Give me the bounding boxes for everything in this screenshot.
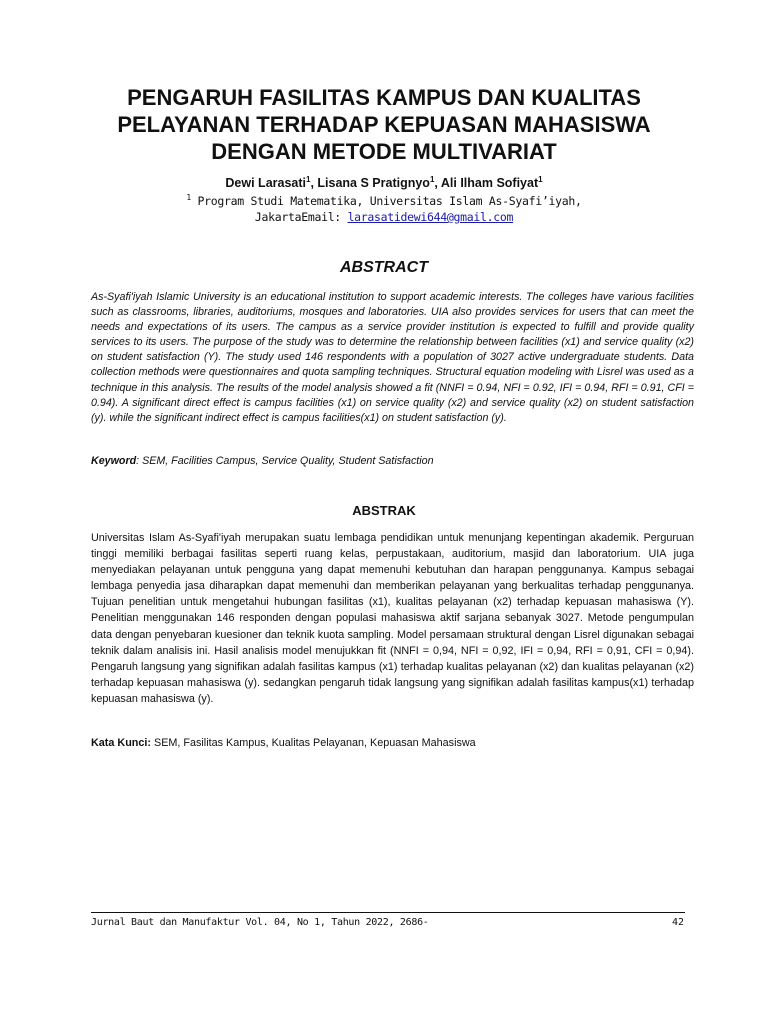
- footer-divider: [91, 912, 685, 913]
- page-number: 42: [671, 917, 684, 928]
- abstrak-heading: ABSTRAK: [352, 503, 416, 518]
- kata-kunci-list: SEM, Fasilitas Kampus, Kualitas Pelayanan, Kepuasan Mahasiswa: [151, 737, 476, 749]
- affiliation-email-label: JakartaEmail:: [254, 210, 348, 224]
- abstrak-body: Universitas Islam As-Syafi'iyah merupakan suatu lembaga pendidikan untuk menunjang kepentingan akademik. Perguruan tinggi memiliki berbagai fasilitas seperti ruang kelas, perpustakaan, auditorium, masjid dan laboratorium. UIA juga menyediakan pelayanan untuk pengguna yang dapat memenuhi kebutuhan dan harapan penggunanya. Kampus sebagai lembaga penyedia jasa diharapkan dapat memenuhi dan memberikan pelayanan yang berkualitas terhadap penggunanya. Tujuan penelitian untuk mengetahui hubungan fasilitas (x1), kualitas pelayanan (x2) terhadap kepuasan mahasiswa (Y). Penelitian menggunakan 146 responden dengan populasi mahasiswa aktif sarjana sebanyak 3027. Metode pengumpulan data dengan penyebaran kuesioner dan teknik kuota sampling. Model persamaan struktural dengan Lisrel digunakan sebagai teknik dalam analisis ini. Hasil analisis model menujukkan fit (NNFI = 0,94, NFI = 0,92, IFI = 0,94, RFI = 0,91, CFI = 0,94). Pengaruh langsung yang signifikan adalah fasilitas kampus (x1) terhadap kualitas pelayanan (x2) dan kualitas pelayanan (x2) terhadap kepuasan mahasiswa (y). sedangkan pengaruh tidak langsung yang signifikan adalah fasilitas kampus(x1) terhadap kepuasan mahasiswa (y).: [91, 532, 694, 705]
- author-name: Ali Ilham Sofiyat: [440, 176, 539, 190]
- author-affiliation-mark: 1: [538, 174, 543, 184]
- author-email-link[interactable]: larasatidewi644@gmail.com: [347, 210, 514, 224]
- abstract-heading: ABSTRACT: [340, 259, 428, 276]
- author-name: Dewi Larasati: [225, 176, 306, 190]
- title-line-2: PELAYANAN TERHADAP KEPUASAN MAHASISWA: [117, 112, 651, 137]
- title-line-1: PENGARUH FASILITAS KAMPUS DAN KUALITAS: [127, 85, 641, 110]
- paper-title: [60, 84, 708, 165]
- author-name: Lisana S Pratignyo: [317, 176, 430, 190]
- affiliation: [60, 193, 708, 225]
- keyword-label: Keyword: [91, 455, 137, 467]
- abstract-keywords: [91, 454, 694, 469]
- abstrak-keywords: [91, 736, 694, 751]
- abstract-body: As-Syafi'iyah Islamic University is an educational institution to support academic interests. The colleges have various facilities such as classrooms, libraries, auditoriums, mosques and laboratories. UIA also provides services for users that can meet the needs and expectations of its users. The campus as a service provider institution is expected to fulfill and provide quality services to its users. The purpose of the study was to determine the relationship between facilities (x1) and service quality (x2) on student satisfaction (Y). The study used 146 respondents with a population of 3027 active undergraduate students. Data collection methods were questionnaires and quota sampling techniques. Structural equation modeling with Lisrel was used as a technique in this analysis. The results of the model analysis showed a fit (NNFI = 0.94, NFI = 0.92, IFI = 0.94, RFI = 0.91, CFI = 0.94). A significant direct effect is campus facilities (x1) on service quality (x2) and service quality (x2) on student satisfaction (y). while the significant indirect effect is campus facilities(x1) on student satisfaction (y).: [91, 291, 694, 424]
- author-affiliation-mark: 1: [306, 174, 311, 184]
- affiliation-line-2: [60, 209, 708, 225]
- affiliation-line-1: [60, 193, 708, 209]
- footer-journal-info: Jurnal Baut dan Manufaktur Vol. 04, No 1, Tahun 2022, 2686-: [91, 917, 429, 928]
- author-list: [60, 175, 708, 191]
- author-affiliation-mark: 1: [429, 174, 435, 184]
- keyword-list: : SEM, Facilities Campus, Service Quality, Student Satisfaction: [136, 455, 434, 467]
- kata-kunci-label: Kata Kunci:: [91, 737, 151, 749]
- author-separator: ,: [310, 176, 318, 190]
- title-line-3: DENGAN METODE MULTIVARIAT: [211, 139, 557, 164]
- author-separator: ,: [434, 176, 441, 190]
- affiliation-institution: Program Studi Matematika, Universitas Islam As-Syafi’iyah,: [190, 194, 582, 208]
- affiliation-mark: 1: [186, 193, 191, 203]
